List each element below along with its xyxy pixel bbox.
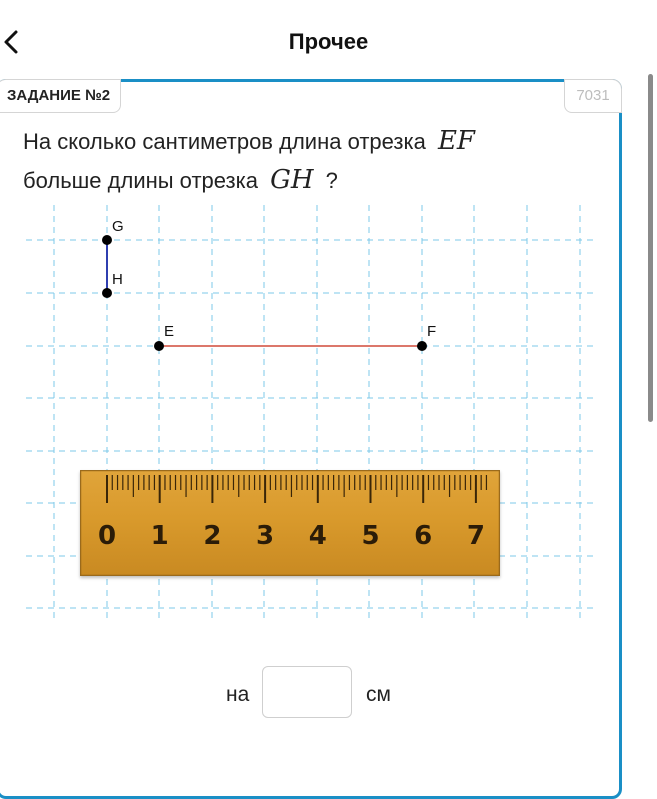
question-part1: На сколько сантиметров длина отрезка [23,129,426,154]
ruler-image [80,470,500,576]
task-id: 7031 [564,79,622,113]
point-e [154,341,164,351]
task-label: ЗАДАНИЕ №2 [0,79,121,113]
ruler-number: 1 [150,521,169,551]
label-e: E [164,323,175,340]
answer-suffix: см [366,683,391,706]
question-part2: больше длины отрезка [23,168,258,193]
ruler-ticks [81,471,501,531]
ruler-number: 3 [256,521,275,551]
answer-input[interactable] [262,666,352,718]
ruler-number: 6 [414,521,433,551]
point-h [102,288,112,298]
scrollbar[interactable] [648,74,653,422]
ruler-number: 2 [203,521,222,551]
segment-ef-label: EF [437,126,475,156]
segment-gh-label: GH [270,165,314,195]
answer-prefix: на [226,683,250,706]
ruler-number: 4 [308,521,327,551]
point-g [102,235,112,245]
ruler-number: 5 [361,521,380,551]
label-f: F [427,323,437,340]
label-g: G [112,218,124,235]
ruler-number: 7 [466,521,485,551]
point-f [417,341,427,351]
question-mark: ? [325,168,338,193]
label-h: H [112,271,123,288]
ruler-number: 0 [97,521,117,551]
page-title: Прочее [288,29,369,54]
